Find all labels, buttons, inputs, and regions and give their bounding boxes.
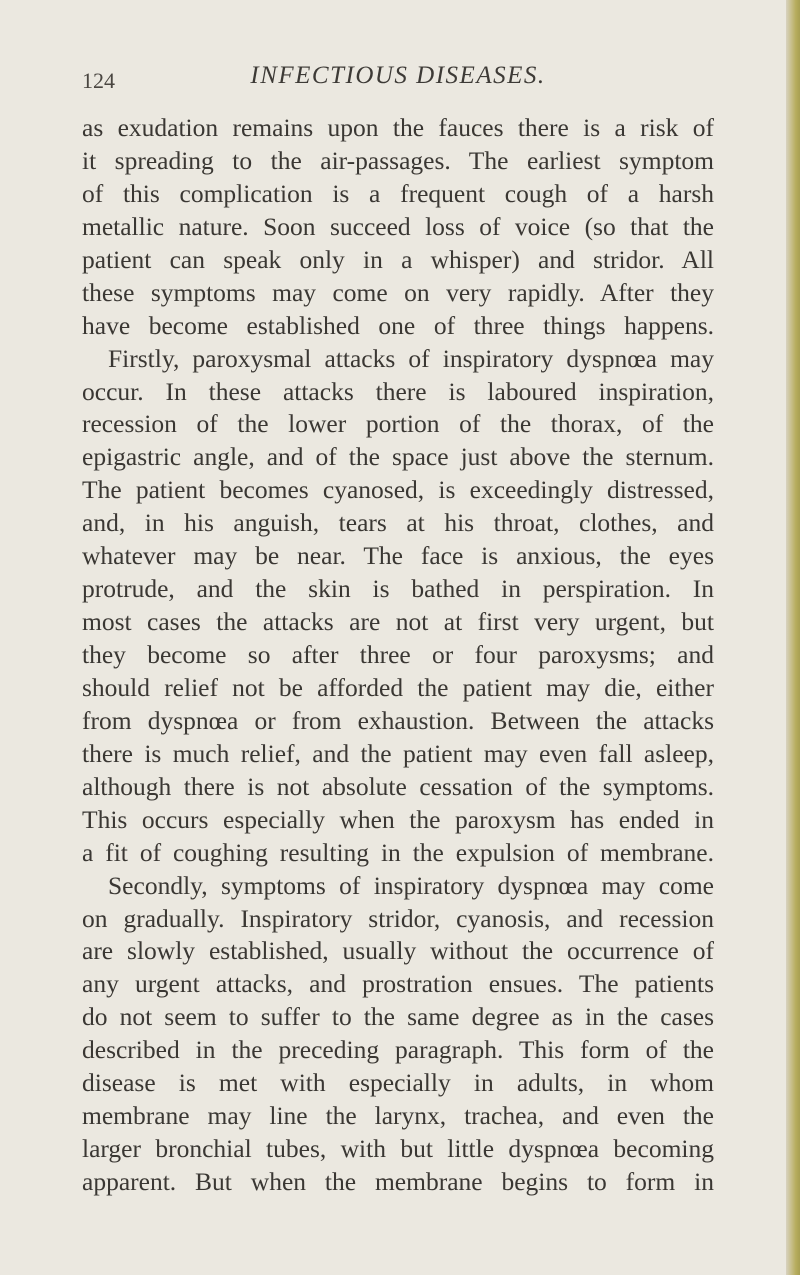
text-line: any urgent attacks, and prostration ensues. The patients	[82, 969, 714, 999]
text-line: as exudation remains upon the fauces there is a risk of	[82, 113, 714, 142]
text-line: epigastric angle, and of the space just above the sternum.	[82, 442, 714, 472]
text-line: a fit of coughing resulting in the expulsion of membrane.	[82, 837, 714, 867]
text-line: of this complication is a frequent cough of a harsh	[82, 178, 714, 208]
page-header	[82, 62, 714, 96]
text-line: it spreading to the air-passages. The earliest symptom	[82, 145, 714, 175]
text-line: This occurs especially when the paroxysm has ended in	[82, 804, 714, 834]
text-line: occur. In these attacks there is laboured inspiration,	[82, 376, 714, 406]
text-line: protrude, and the skin is bathed in perspiration. In	[82, 574, 714, 604]
text-line: patient can speak only in a whisper) and stridor. All	[82, 244, 714, 274]
text-line: disease is met with especially in adults, in whom	[82, 1068, 714, 1098]
text-line: they become so after three or four paroxysms; and	[82, 640, 714, 669]
text-line: membrane may line the larynx, trachea, and even the	[82, 1101, 714, 1131]
text-line: Firstly, paroxysmal attacks of inspiratory dyspnœa may	[108, 343, 714, 373]
text-line: metallic nature. Soon succeed loss of voice (so that the	[82, 211, 714, 241]
text-line: on gradually. Inspiratory stridor, cyanosis, and recession	[82, 903, 714, 933]
text-line: should relief not be afforded the patient may die, either	[82, 672, 714, 702]
running-head: INFECTIOUS DISEASES.	[250, 62, 546, 89]
text-line: most cases the attacks are not at first very urgent, but	[82, 607, 714, 637]
text-line: there is much relief, and the patient may even fall asleep,	[82, 738, 714, 768]
text-line: The patient becomes cyanosed, is exceedingly distressed,	[82, 475, 714, 505]
page-edge	[786, 0, 800, 1275]
body-text	[82, 112, 714, 1199]
text-line: apparent. But when the membrane begins to form in	[82, 1167, 714, 1196]
text-line: Secondly, symptoms of inspiratory dyspnœa may come	[108, 870, 714, 900]
text-line: and, in his anguish, tears at his throat, clothes, and	[82, 508, 714, 538]
text-line: have become established one of three things happens.	[82, 310, 714, 340]
text-line: larger bronchial tubes, with but little dyspnœa becoming	[82, 1134, 714, 1164]
text-line: whatever may be near. The face is anxious, the eyes	[82, 541, 714, 571]
text-line: recession of the lower portion of the thorax, of the	[82, 409, 714, 439]
text-line: although there is not absolute cessation of the symptoms.	[82, 771, 714, 801]
text-line: described in the preceding paragraph. This form of the	[82, 1035, 714, 1065]
text-line: these symptoms may come on very rapidly. After they	[82, 277, 714, 307]
text-line: from dyspnœa or from exhaustion. Between the attacks	[82, 705, 714, 735]
text-line: do not seem to suffer to the same degree as in the cases	[82, 1002, 714, 1032]
text-line: are slowly established, usually without the occurrence of	[82, 936, 714, 966]
page-number: 124	[82, 68, 115, 93]
